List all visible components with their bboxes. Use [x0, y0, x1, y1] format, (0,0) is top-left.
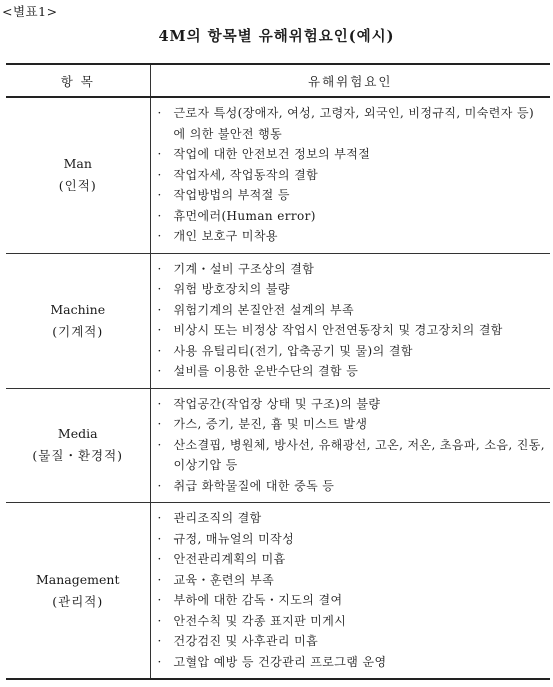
list-item	[151, 590, 547, 611]
factor-text: 위험 방호장치의 불량	[173, 282, 290, 296]
table-body	[6, 97, 550, 679]
factor-text: 휴먼에러(Human error)	[173, 208, 316, 223]
header-factors: 유해위험요인	[150, 64, 550, 97]
list-item	[151, 226, 547, 247]
bullet-icon: ·	[157, 147, 162, 161]
bullet-icon: ·	[157, 531, 162, 546]
bullet-icon: ·	[157, 229, 162, 243]
factor-list	[151, 389, 551, 503]
factors-cell	[150, 503, 550, 680]
list-item	[151, 341, 547, 362]
list-item	[151, 320, 547, 341]
bullet-icon: ·	[157, 343, 162, 358]
factor-text: 작업공간(작업장 상태 및 구조)의 불량	[173, 396, 381, 411]
bullet-icon: ·	[157, 261, 162, 276]
hazard-factor-table	[6, 63, 550, 680]
item-cell	[6, 97, 150, 253]
list-item	[151, 652, 547, 673]
factor-text: 관리조직의 결함	[173, 511, 262, 525]
factor-text: 가스, 증기, 분진, 흄 및 미스트 발생	[173, 417, 368, 431]
item-korean-name: (물질・환경적)	[32, 448, 124, 464]
factor-text: 규정, 매뉴얼의 미작성	[173, 531, 295, 546]
factor-list	[151, 254, 551, 388]
factor-text: 안전관리계획의 미흡	[173, 552, 286, 566]
list-item	[151, 259, 547, 280]
bullet-icon: ·	[157, 364, 162, 378]
item-korean-name: (기계적)	[52, 323, 104, 339]
list-item	[151, 611, 547, 632]
factors-cell	[150, 388, 550, 503]
bullet-icon: ·	[157, 208, 162, 223]
factor-text: 기계・설비 구조상의 결함	[173, 261, 315, 276]
bullet-icon: ·	[157, 572, 162, 587]
annex-label: <별표1>	[2, 4, 58, 19]
bullet-icon: ·	[157, 437, 162, 452]
bullet-icon: ·	[157, 106, 162, 120]
bullet-icon: ·	[157, 613, 162, 628]
list-item	[151, 361, 547, 382]
factor-text: 위험기계의 본질안전 설계의 부족	[173, 302, 355, 317]
factor-text: 부하에 대한 감독・지도의 결여	[173, 593, 343, 607]
factor-text: 설비를 이용한 운반수단의 결함 등	[173, 364, 359, 378]
factors-cell	[150, 97, 550, 253]
list-item	[151, 206, 547, 227]
bullet-icon: ·	[157, 417, 162, 431]
table-row	[6, 253, 550, 388]
factor-text: 교육・훈련의 부족	[173, 572, 275, 587]
list-item	[151, 508, 547, 529]
item-name: Man	[63, 156, 92, 172]
bullet-icon: ·	[157, 593, 162, 607]
factor-text: 비상시 또는 비정상 작업시 안전연동장치 및 경고장치의 결함	[173, 323, 503, 337]
bullet-icon: ·	[157, 634, 162, 648]
list-item	[151, 414, 547, 435]
bullet-icon: ·	[157, 552, 162, 566]
factor-text: 산소결핍, 병원체, 방사선, 유해광선, 고온, 저온, 초음파, 소음, 진동, 이상기압 등	[173, 437, 545, 472]
item-cell	[6, 388, 150, 503]
bullet-icon: ·	[157, 654, 162, 669]
factor-text: 작업자세, 작업동작의 결함	[173, 167, 319, 182]
list-item	[151, 103, 547, 144]
bullet-icon: ·	[157, 323, 162, 337]
list-item	[151, 165, 547, 186]
factor-text: 사용 유틸리티(전기, 압축공기 및 물)의 결함	[173, 343, 413, 358]
list-item	[151, 529, 547, 550]
table-header-row	[6, 64, 550, 97]
bullet-icon: ·	[157, 188, 162, 202]
bullet-icon: ·	[157, 396, 162, 411]
item-cell	[6, 253, 150, 388]
item-cell	[6, 503, 150, 680]
factor-text: 작업방법의 부적절 등	[173, 188, 290, 202]
header-item: 항 목	[6, 64, 150, 97]
factor-text: 근로자 특성(장애자, 여성, 고령자, 외국인, 비정규직, 미숙련자 등)에 의한 불안전 행동	[173, 106, 535, 141]
factor-text: 건강검진 및 사후관리 미흡	[173, 634, 319, 648]
factor-text: 작업에 대한 안전보건 정보의 부적절	[173, 147, 371, 161]
factor-text: 안전수칙 및 각종 표지판 미게시	[173, 613, 347, 628]
table-row	[6, 97, 550, 253]
item-name: Media	[57, 426, 98, 442]
item-name: Machine	[50, 301, 106, 317]
list-item	[151, 631, 547, 652]
list-item	[151, 300, 547, 321]
list-item	[151, 279, 547, 300]
list-item	[151, 570, 547, 591]
table-row	[6, 503, 550, 680]
list-item	[151, 435, 547, 476]
document-title: 4M의 항목별 유해위험요인(예시)	[158, 28, 395, 45]
list-item	[151, 549, 547, 570]
bullet-icon: ·	[157, 167, 162, 182]
list-item	[151, 476, 547, 497]
factor-list	[151, 98, 551, 253]
bullet-icon: ·	[157, 282, 162, 296]
factor-text: 개인 보호구 미착용	[173, 229, 278, 243]
list-item	[151, 144, 547, 165]
bullet-icon: ·	[157, 478, 162, 493]
item-name: Management	[36, 571, 120, 587]
item-korean-name: (관리적)	[52, 593, 104, 609]
list-item	[151, 394, 547, 415]
factor-text: 고혈압 예방 등 건강관리 프로그램 운영	[173, 654, 387, 669]
factors-cell	[150, 253, 550, 388]
table-row	[6, 388, 550, 503]
factor-text: 취급 화학물질에 대한 중독 등	[173, 478, 335, 493]
item-korean-name: (인적)	[58, 178, 97, 194]
bullet-icon: ·	[157, 302, 162, 317]
bullet-icon: ·	[157, 511, 162, 525]
factor-list	[151, 503, 551, 678]
list-item	[151, 185, 547, 206]
